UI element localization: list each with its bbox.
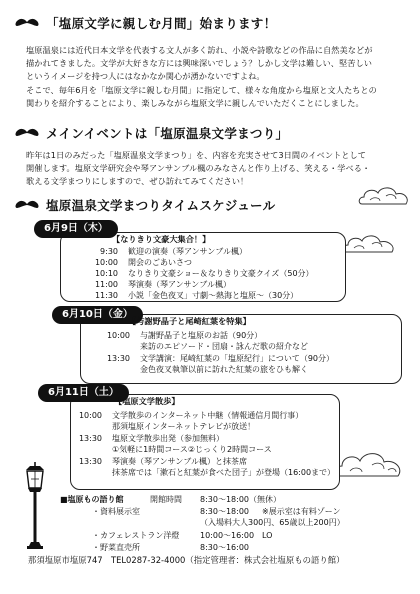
day2-date-tab: 6月10日（金） (52, 306, 143, 324)
row-time: 10:00 (94, 258, 118, 267)
heading-main-event (14, 124, 288, 142)
day3-row (72, 410, 303, 421)
main-event-line: 昨年は1日のみだった「塩原温泉文学まつり」を、内容を充実させて3日間のイベントとして (26, 150, 367, 160)
facility-name: ・野菜直売所 (92, 543, 140, 552)
day2-row-cont: 来訪のエピソード・団扇・詠んだ歌の紹介など (140, 342, 308, 351)
row-desc: 琴演奏（琴アンサンブル楓） (128, 280, 231, 289)
facility-time: 10:00〜16:00 (200, 531, 255, 540)
row-time: 9:30 (100, 247, 118, 256)
cloud-icon (340, 230, 400, 260)
mustache-icon (14, 18, 40, 28)
facility-name: ・カフェレストラン洋燈 (92, 531, 180, 540)
day3-row (72, 456, 247, 467)
intro-line: 塩原温泉には近代日本文学を代表する文人が多く訪れ、小説や詩歌などの作品に自然美などが (26, 45, 373, 55)
row-time: 10:00 (106, 331, 130, 340)
facility-name: ・資料展示室 (92, 507, 140, 516)
day3-row-cont: 抹茶席では「漱石と紅葉が食べた団子」が登場（16:00まで） (112, 468, 336, 477)
row-desc: 小説「金色夜叉」寸劇〜熱海と塩原〜（30分） (128, 291, 299, 300)
day1-date-tab: 6月9日（木） (34, 220, 118, 238)
row-desc: 塩原文学散歩出発（参加無料） (112, 434, 224, 443)
main-event-line: 開催します。塩原文学研究会や琴アンサンブル楓のみなさんと作り上げる、笑える・学べる・ (26, 163, 371, 174)
footer-address: 那須塩原市塩原747 TEL0287-32-4000（指定管理者：株式会社塩原もの語り館） (28, 555, 345, 565)
intro-line: というイメージを持つ人にはなかなか関心が湧かないですよね。 (26, 71, 265, 82)
open-time: 8:30〜18:00（無休） (200, 495, 282, 504)
day2-title: 【与謝野晶子と尾崎紅葉を特集】 (128, 316, 251, 326)
day3-date-tab: 6月11日（土） (38, 384, 129, 402)
row-desc: 歓迎の演奏（琴アンサンブル楓） (128, 247, 247, 256)
open-label: 開館時間 (150, 495, 182, 504)
info-title: ■塩原もの語り館 (60, 495, 124, 504)
day1-row (88, 246, 247, 257)
day3-row (72, 433, 224, 444)
row-time: 10:10 (94, 269, 118, 278)
row-time: 13:30 (78, 457, 102, 466)
row-time: 13:30 (106, 354, 130, 363)
row-time: 13:30 (78, 434, 102, 443)
heading-intro (14, 14, 276, 32)
day2-row-cont: 金色夜叉執筆以前に訪れた紅葉の旅をひも解く (140, 365, 308, 374)
mustache-icon (14, 200, 40, 210)
facility-note: LO (262, 531, 273, 540)
row-time: 11:30 (94, 291, 118, 300)
row-desc: 文学散歩のインターネット中継（情報通信月間行事） (112, 411, 304, 420)
row-desc: 文学講演：尾崎紅葉の「塩原紀行」について（90分） (140, 354, 335, 363)
main-event-line: 歌える文学まつりにしますので、ぜひ訪れてみてください！ (26, 176, 249, 187)
day1-row (88, 268, 314, 279)
intro-line: そこで、毎年6月を「塩原文学に親しむ月間」に指定して、様々な角度から塩原と文人たちとの (26, 84, 377, 95)
row-time: 10:00 (78, 411, 102, 420)
heading-intro-text: 「塩原文学に親しむ月間」始まります！ (46, 16, 277, 31)
row-time: 11:00 (94, 280, 118, 289)
mustache-icon (14, 128, 40, 138)
heading-schedule-text: 塩原温泉文学まつりタイムスケジュール (46, 198, 276, 213)
day2-row (100, 353, 334, 364)
day3-row-cont: 那須塩原インターネットテレビが放送！ (112, 422, 256, 431)
intro-line: 関わりを紹介することにより、楽しみながら塩原文学に親しんでいただくことにしました。 (26, 97, 364, 108)
intro-line: 描かれてきました。文学が大好きな方には興味深いでしょう？しかし文学は難しい、堅苦しい (26, 58, 372, 69)
heading-main-event-text: メインイベントは「塩原温泉文学まつり」 (46, 126, 289, 141)
facility-time: 8:30〜18:00 (200, 507, 250, 516)
intro-paragraph (26, 44, 412, 110)
day3-row-cont: ①気軽に1時間コース②じっくり2時間コース (112, 445, 272, 454)
day2-row (100, 330, 262, 341)
day1-row (88, 290, 298, 301)
cloud-icon (356, 182, 412, 212)
day1-title: 【なりきり文豪大集合！】 (112, 234, 211, 244)
cloud-icon (332, 446, 408, 486)
row-desc: 琴演奏（琴アンサンブル楓）と抹茶席 (112, 457, 247, 466)
day1-row (88, 257, 192, 268)
row-desc: 与謝野晶子と塩原のお話（90分） (140, 331, 263, 340)
heading-schedule (14, 196, 275, 214)
row-desc: なりきり文豪ショー＆なりきり文豪クイズ（50分） (128, 269, 314, 278)
facility-time: 8:30〜16:00 (200, 543, 250, 552)
street-lamp-icon (18, 460, 52, 552)
facility-note2: （入場料大人300円、65歳以上200円） (200, 518, 345, 527)
day3-title: 【塩原文学散歩】 (114, 396, 180, 406)
facility-note: ※展示室は有料ゾーン (262, 507, 341, 516)
day1-row (88, 279, 231, 290)
row-desc: 開会のごあいさつ (128, 258, 192, 267)
main-event-paragraph (26, 149, 412, 189)
